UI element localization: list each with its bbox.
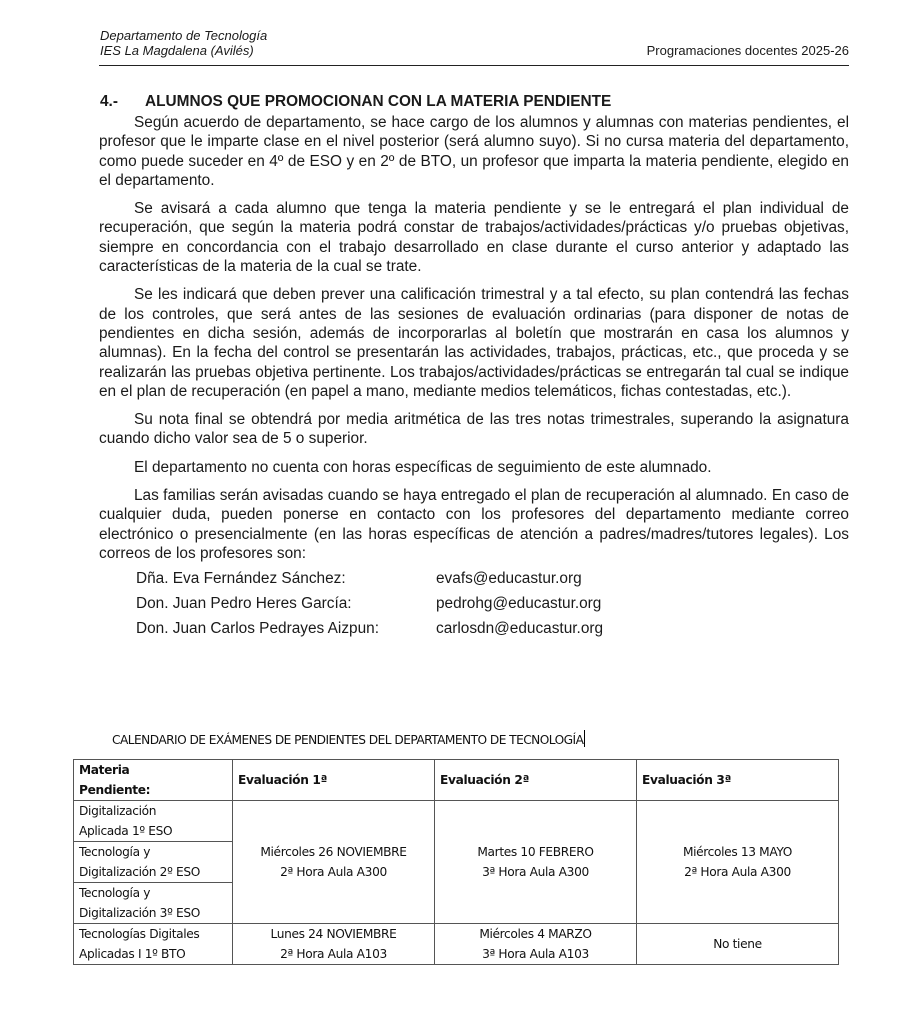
section-number: 4.- [100,93,118,110]
paragraph: Se avisará a cada alumno que tenga la materia pendiente y se le entregará el plan individual de recuperación, que según la materia podrá constar de trabajos/actividades/prácticas y/o pruebas objetivas, siempre en concordancia con el trabajo desarrollado en clase durante el curso anterior y adaptado las características de la materia de la cual se trate. [99,200,849,276]
header-eval1: Evaluación 1ª [233,760,435,801]
contact-row [99,569,849,594]
eso-eval2-cell: Martes 10 FEBRERO 3ª Hora Aula A300 [435,801,637,924]
teacher-email[interactable]: pedrohg@educastur.org [436,595,602,613]
school-name: IES La Magdalena (Avilés) [100,43,254,58]
paragraph: Se les indicará que deben prever una calificación trimestral y a tal efecto, su plan contendrá las fechas de los controles, que será antes de las sesiones de evaluación ordinarias (para disponer de notas de pendientes en dicha sesión, además de incorporarlas al boletín que mostrarán en casa los alumnos y alumnas). En la fecha del control se presentarán las actividades, trabajos, prácticas, etc., que proceda y se realizarán las pruebas objetiva pertinente. Los trabajos/actividades/prácticas se entregarán tal cual se indique en el plan de recuperación (en papel a mano, mediante medios telemáticos, fichas contestadas, etc.). [99,286,849,400]
paragraph: Su nota final se obtendrá por media aritmética de las tres notas trimestrales, superando la asignatura cuando dicho valor sea de 5 o superior. [99,411,849,448]
bto-eval2-cell: Miércoles 4 MARZO 3ª Hora Aula A103 [435,924,637,965]
subject-cell: Tecnología y Digitalización 2º ESO [74,842,233,883]
paragraph: El departamento no cuenta con horas específicas de seguimiento de este alumnado. [134,458,712,476]
department-name: Departamento de Tecnología [100,28,268,43]
eso-eval3-cell: Miércoles 13 MAYO 2ª Hora Aula A300 [637,801,839,924]
teacher-email[interactable]: evafs@educastur.org [436,570,582,588]
teacher-name: Don. Juan Carlos Pedrayes Aizpun: [136,620,379,638]
section-heading [99,92,849,112]
header-eval3: Evaluación 3ª [637,760,839,801]
calendar-title[interactable] [112,730,585,747]
department-info [100,28,267,58]
subject-cell: Digitalización Aplicada 1º ESO [74,801,233,842]
paragraph: Según acuerdo de departamento, se hace cargo de los alumnos y alumnas con materias pendientes, el profesor que le imparte clase en el nivel posterior (será alumno suyo). Si no cursa materia del departamento, como puede suceder en 4º de ESO y en 2º de BTO, un profesor que imparta la materia pendiente, elegido en el departamento. [99,114,849,189]
table-row [74,801,839,842]
header-subject: Materia Pendiente: [74,760,233,801]
teacher-email[interactable]: carlosdn@educastur.org [436,620,604,638]
contact-row [99,619,849,644]
subject-cell: Tecnología y Digitalización 3º ESO [74,883,233,924]
document-title: Programaciones docentes 2025-26 [646,43,849,58]
subject-cell: Tecnologías Digitales Aplicadas I 1º BTO [74,924,233,965]
table-header-row [74,760,839,801]
bto-eval3-cell: No tiene [637,924,839,965]
table-row [74,924,839,965]
section-title: ALUMNOS QUE PROMOCIONAN CON LA MATERIA PENDIENTE [145,93,612,110]
teacher-contacts [99,569,849,644]
contact-row [99,594,849,619]
exam-calendar-table [73,759,839,965]
eso-eval1-cell: Miércoles 26 NOVIEMBRE 2ª Hora Aula A300 [233,801,435,924]
paragraph: Las familias serán avisadas cuando se haya entregado el plan de recuperación al alumnado. En caso de cualquier duda, pueden ponerse en contacto con los profesores del departamento mediante correo electrónico o presencialmente (en las horas específicas de atención a padres/madres/tutores legales). Los correos de los profesores son: [99,487,849,562]
calendar-title-text: CALENDARIO DE EXÁMENES DE PENDIENTES DEL DEPARTAMENTO DE TECNOLOGÍA [112,733,584,747]
teacher-name: Don. Juan Pedro Heres García: [136,595,352,613]
page-header [99,24,849,66]
text-cursor [584,730,585,747]
header-eval2: Evaluación 2ª [435,760,637,801]
bto-eval1-cell: Lunes 24 NOVIEMBRE 2ª Hora Aula A103 [233,924,435,965]
teacher-name: Dña. Eva Fernández Sánchez: [136,570,346,588]
section-pending-subjects [99,92,849,644]
